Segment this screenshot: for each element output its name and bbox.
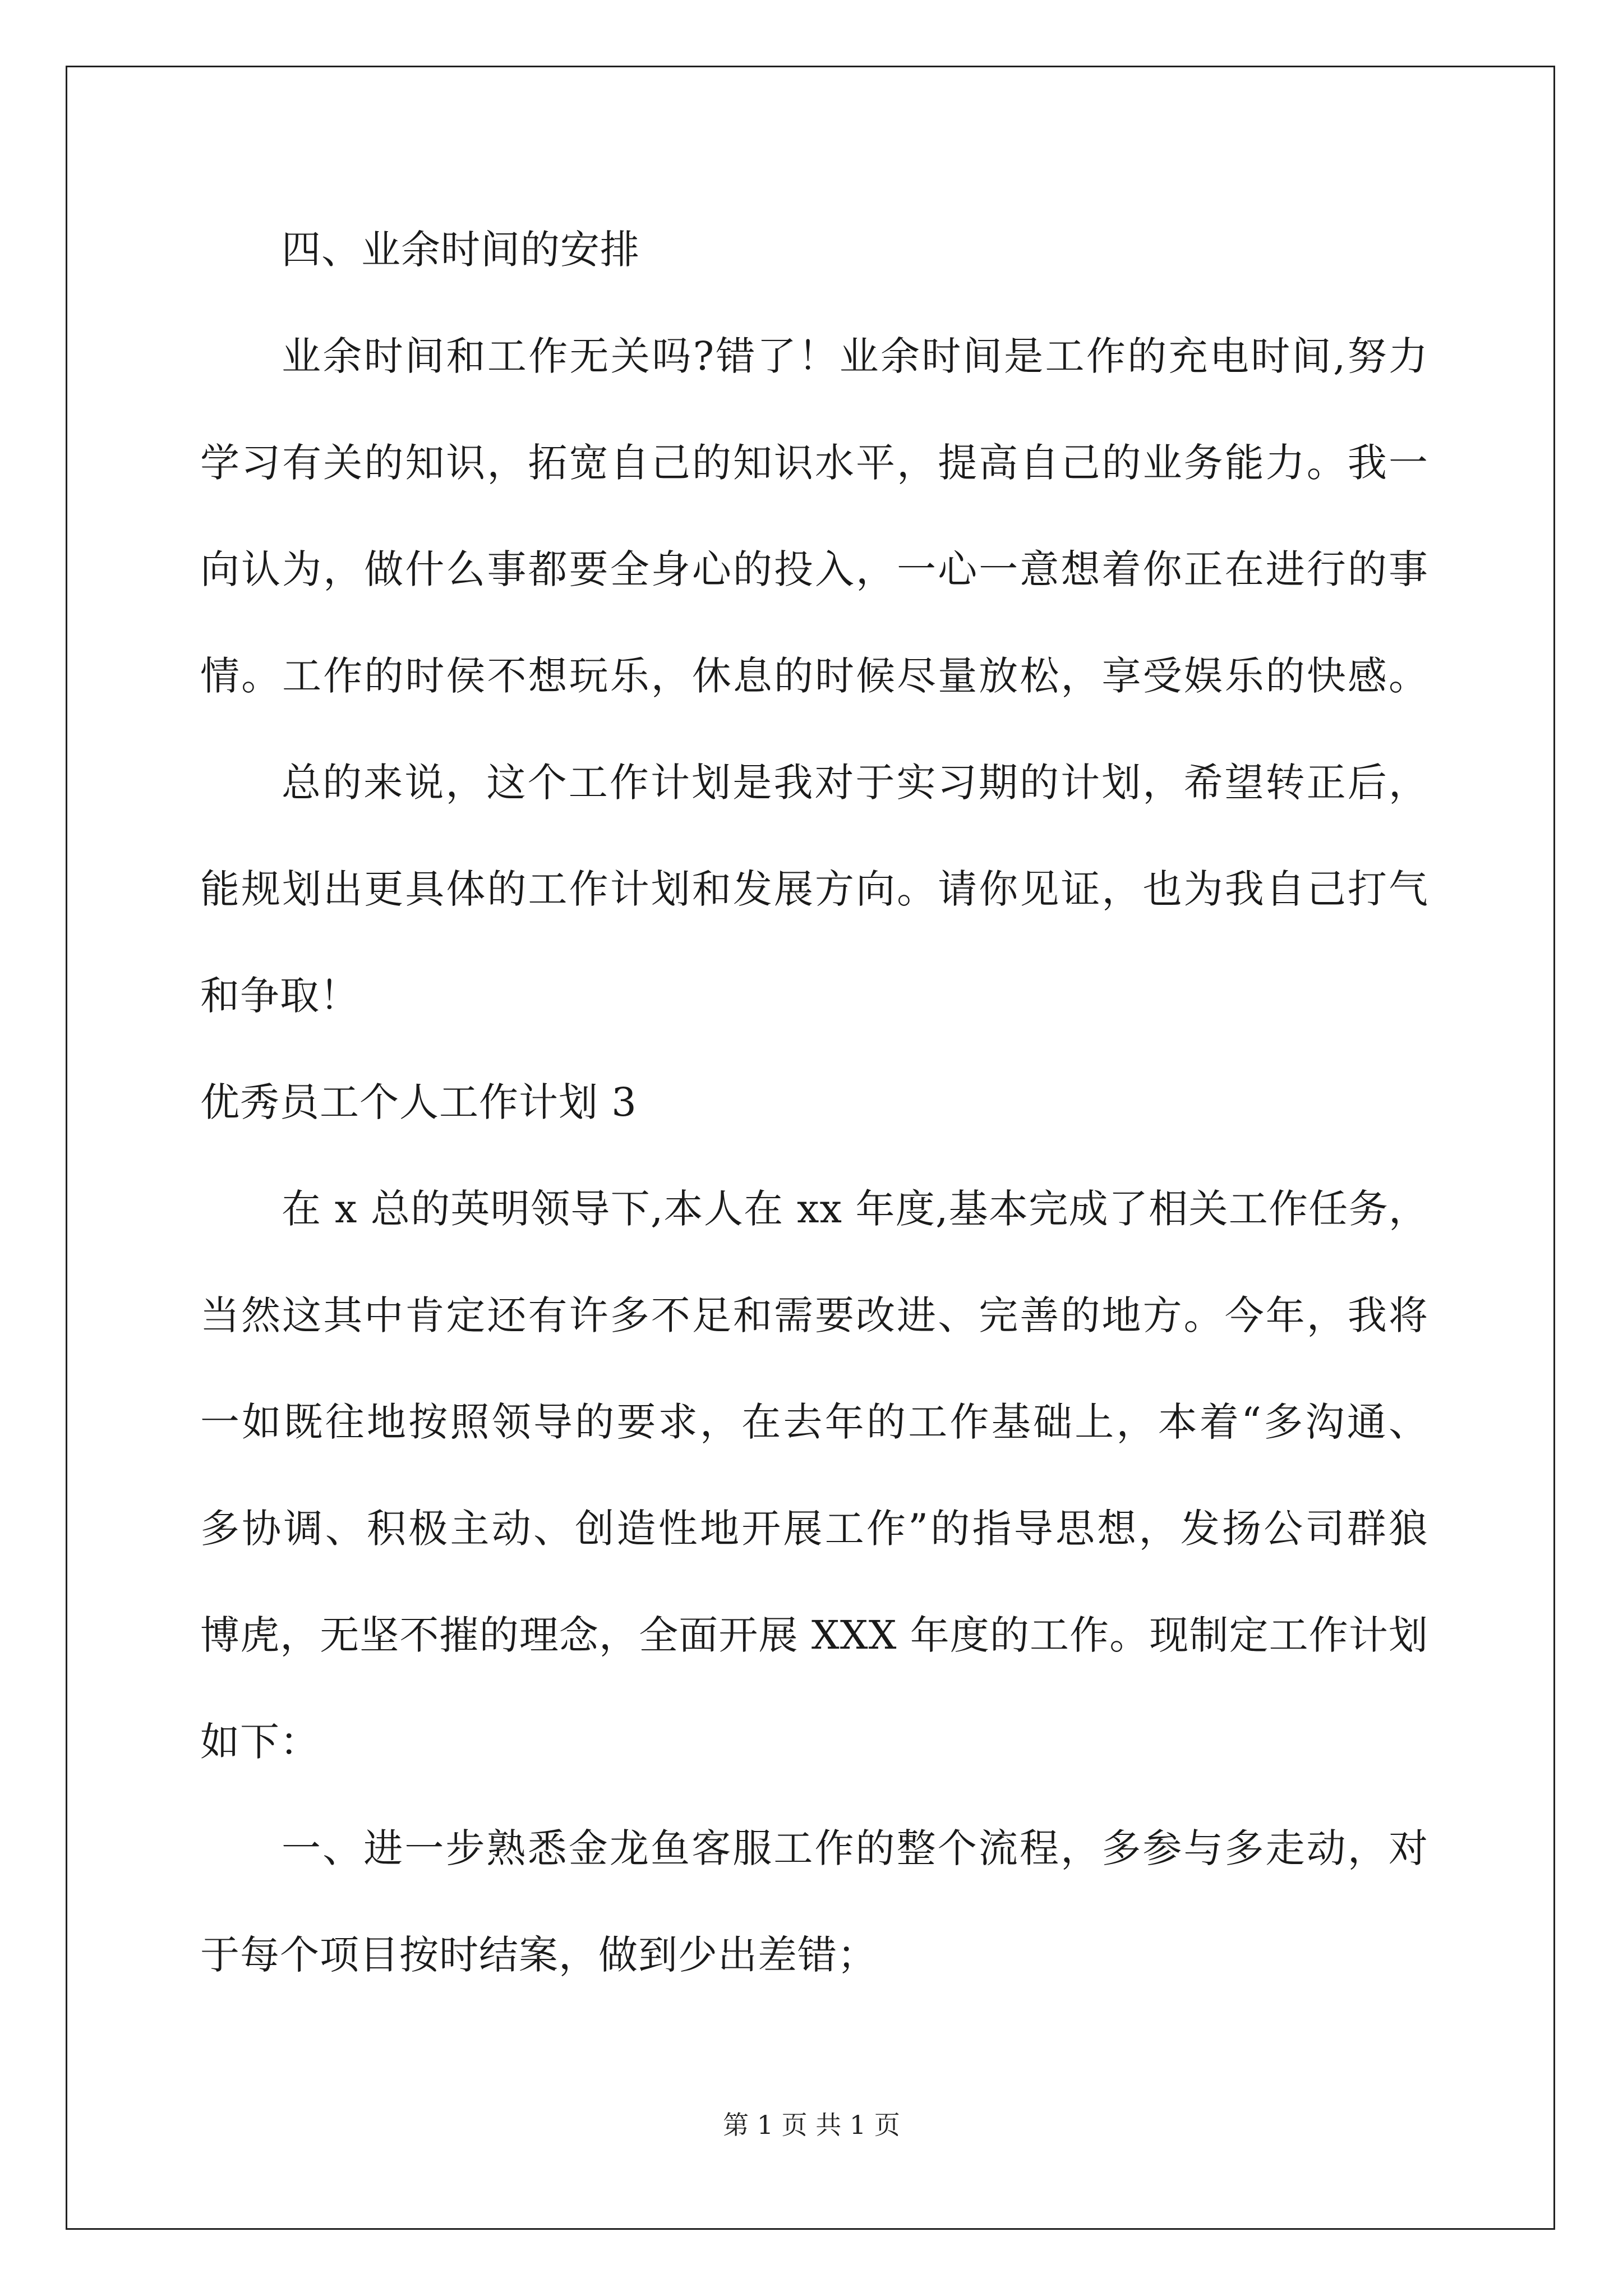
paragraph-line: 当然这其中肯定还有许多不足和需要改进、完善的地方。今年，我将 — [200, 1292, 1428, 1338]
list-item-line: 于每个项目按时结案，做到少出差错； — [200, 1932, 877, 1978]
list-item-line: 一、进一步熟悉金龙鱼客服工作的整个流程，多参与多走动，对 — [282, 1825, 1428, 1871]
paragraph-line: 一如既往地按照领导的要求，在去年的工作基础上，本着“多沟通、 — [200, 1399, 1428, 1445]
paragraph-line: 情。工作的时侯不想玩乐，休息的时候尽量放松，享受娱乐的快感。 — [200, 653, 1428, 699]
paragraph-line: 多协调、积极主动、创造性地开展工作”的指导思想，发扬公司群狼 — [200, 1506, 1428, 1552]
paragraph-line: 博虎，无坚不摧的理念，全面开展 XXX 年度的工作。现制定工作计划 — [200, 1612, 1428, 1658]
paragraph-line: 在 x 总的英明领导下,本人在 xx 年度,基本完成了相关工作任务， — [282, 1186, 1428, 1232]
page-number-footer: 第 1 页 共 1 页 — [723, 2110, 900, 2140]
paragraph-line: 业余时间和工作无关吗?错了！业余时间是工作的充电时间,努力 — [282, 333, 1428, 379]
paragraph-line: 学习有关的知识，拓宽自己的知识水平，提高自己的业务能力。我一 — [200, 440, 1428, 486]
paragraph-line: 如下： — [200, 1719, 320, 1765]
section-heading: 四、业余时间的安排 — [282, 227, 640, 273]
paragraph-line: 能规划出更具体的工作计划和发展方向。请你见证，也为我自己打气 — [200, 866, 1428, 912]
document-section-title: 优秀员工个人工作计划 3 — [200, 1079, 637, 1125]
paragraph-line: 向认为，做什么事都要全身心的投入，一心一意想着你正在进行的事 — [200, 546, 1428, 592]
paragraph-line: 总的来说，这个工作计划是我对于实习期的计划，希望转正后， — [282, 760, 1428, 806]
paragraph-line: 和争取！ — [200, 973, 359, 1019]
document-body — [200, 213, 1428, 2025]
